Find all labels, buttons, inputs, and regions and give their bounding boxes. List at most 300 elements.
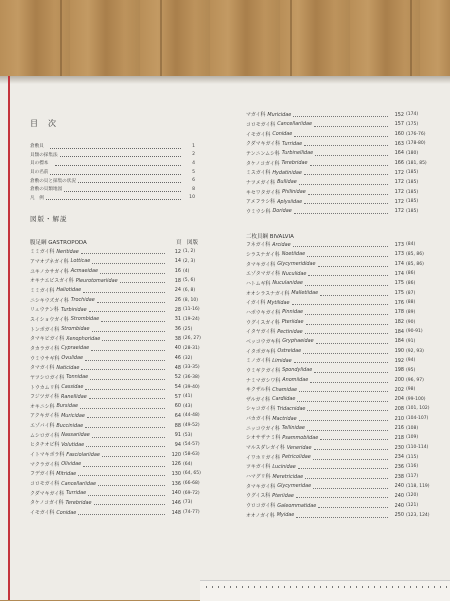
- toc-page: 10: [189, 195, 195, 201]
- family-latin-name: Turridae: [282, 140, 303, 147]
- family-latin-name: Nuculanidae: [272, 280, 303, 287]
- zukai-title: 図版・解説: [30, 215, 68, 223]
- gastropoda-list: [30, 247, 213, 517]
- family-japanese-name: シャコガイ科: [246, 406, 276, 413]
- toc-page: 5: [192, 169, 195, 175]
- family-latin-name: Haliotidae: [56, 287, 82, 294]
- leader-dots: [91, 346, 165, 351]
- family-latin-name: Conidae: [56, 509, 77, 516]
- family-entry: [246, 269, 436, 279]
- leader-dots: [78, 510, 165, 515]
- family-figure-numbers: (176-76): [406, 131, 426, 137]
- family-japanese-name: アメフラシ科: [246, 199, 276, 206]
- leader-dots: [304, 141, 388, 146]
- family-page: 24: [174, 287, 181, 294]
- family-entry: [246, 501, 436, 511]
- family-entry: [246, 443, 436, 453]
- family-japanese-name: テンニンムシ科: [246, 150, 280, 157]
- family-page: 208: [394, 405, 404, 412]
- family-entry: [246, 510, 436, 520]
- leader-dots: [97, 298, 165, 303]
- family-latin-name: Nuculidae: [282, 270, 307, 277]
- family-figure-numbers: (85, 86): [406, 251, 424, 257]
- leader-dots: [313, 484, 388, 489]
- family-latin-name: Bullidae: [277, 179, 297, 186]
- family-entry: [246, 187, 436, 197]
- family-japanese-name: アクキガイ科: [30, 413, 60, 420]
- family-latin-name: Cancellariidae: [277, 121, 312, 128]
- leader-dots: [78, 471, 165, 476]
- family-latin-name: Malletiidae: [291, 290, 319, 297]
- family-page: 173: [394, 251, 404, 258]
- family-entry: [246, 197, 436, 207]
- family-figure-numbers: (26, 27): [183, 336, 201, 342]
- family-entry: [30, 392, 213, 402]
- family-latin-name: Acmaeidae: [70, 268, 99, 275]
- family-figure-numbers: (43): [183, 403, 193, 409]
- family-page: 164: [394, 150, 404, 157]
- family-japanese-name: オオノガイ科: [246, 512, 275, 519]
- family-japanese-name: ウグイスガイ科: [246, 319, 280, 326]
- toc-entry: [30, 142, 195, 151]
- family-latin-name: Bursidae: [56, 403, 78, 410]
- family-figure-numbers: (32): [183, 355, 193, 361]
- family-latin-name: Doridae: [272, 208, 292, 215]
- family-japanese-name: ハボウキガイ科: [246, 309, 281, 316]
- family-japanese-name: トウカムリ科: [30, 384, 60, 391]
- family-page: 240: [394, 483, 404, 490]
- paper-under-book: [200, 580, 450, 601]
- family-japanese-name: イモガイ科: [30, 510, 55, 517]
- leader-dots: [294, 358, 388, 363]
- family-figure-numbers: (86): [406, 271, 416, 277]
- family-page: 218: [394, 434, 404, 441]
- family-japanese-name: イタボガキ科: [246, 348, 276, 355]
- family-page: 184: [394, 328, 404, 335]
- family-page: 40: [174, 345, 181, 352]
- leader-dots: [294, 132, 388, 137]
- family-page: 173: [394, 241, 404, 248]
- leader-dots: [292, 300, 389, 305]
- family-figure-numbers: (58-63): [183, 452, 200, 458]
- leader-dots: [94, 500, 166, 505]
- class-label-gastropoda: 腹足綱 GASTROPODA: [30, 240, 87, 246]
- family-latin-name: Turbinidae: [60, 306, 87, 313]
- leader-dots: [318, 503, 388, 508]
- family-figure-numbers: (84): [406, 242, 416, 248]
- leader-dots: [303, 349, 388, 354]
- family-latin-name: Xenophoridae: [66, 335, 101, 342]
- family-figure-numbers: (174): [406, 112, 419, 118]
- family-japanese-name: ウミウサギ科: [30, 355, 60, 362]
- family-page: 182: [394, 319, 404, 326]
- toc-label: 倉敷の貝と採集の状況: [30, 178, 76, 184]
- family-page: 175: [394, 280, 404, 287]
- family-japanese-name: ハトムギ科: [246, 280, 271, 287]
- family-latin-name: Limidae: [272, 357, 292, 364]
- family-entry: [246, 395, 436, 405]
- family-entry: [246, 452, 436, 462]
- toc-page: 2: [192, 152, 195, 158]
- leader-dots: [305, 310, 388, 315]
- leader-dots: [307, 426, 388, 431]
- family-japanese-name: ウミウシ科: [246, 208, 271, 215]
- family-figure-numbers: (5, 6): [183, 278, 196, 284]
- toc-page: 4: [192, 160, 195, 166]
- family-japanese-name: エゾタマガイ科: [246, 271, 281, 278]
- toc-page: 1: [192, 143, 195, 149]
- leader-dots: [310, 161, 389, 166]
- family-figure-numbers: (180): [406, 150, 419, 156]
- family-figure-numbers: (91): [406, 338, 416, 344]
- leader-dots: [81, 249, 165, 254]
- family-latin-name: Galeommatidae: [277, 502, 317, 509]
- family-figure-numbers: (121): [406, 503, 419, 509]
- family-latin-name: Chamidae: [272, 386, 297, 393]
- family-figure-numbers: (39-40): [183, 384, 200, 390]
- family-entry: [246, 139, 436, 149]
- family-latin-name: Volutidae: [61, 441, 85, 448]
- leader-dots: [92, 433, 165, 438]
- family-latin-name: Aplysiidae: [277, 198, 303, 205]
- family-page: 176: [394, 299, 404, 306]
- family-entry: [30, 488, 213, 498]
- family-entry: [246, 279, 436, 289]
- family-figure-numbers: (120): [406, 493, 419, 499]
- family-latin-name: Pectinidae: [277, 328, 303, 335]
- family-figure-numbers: (19-24): [183, 316, 200, 322]
- family-page: 172: [394, 189, 404, 196]
- class-label-bivalvia: 二枚貝綱 BIVALVIA: [246, 234, 294, 240]
- family-entry: [30, 508, 213, 518]
- family-figure-numbers: (116): [406, 464, 419, 470]
- family-japanese-name: ハマグリ科: [246, 474, 271, 481]
- leader-dots: [100, 269, 165, 274]
- toc-page: 6: [192, 178, 195, 184]
- leader-dots: [305, 474, 388, 479]
- family-page: 52: [174, 374, 181, 381]
- family-japanese-name: フジツガイ科: [30, 394, 60, 401]
- family-figure-numbers: (88): [406, 300, 416, 306]
- leader-dots: [120, 278, 165, 283]
- family-japanese-name: オキナエビスガイ科: [30, 278, 74, 285]
- left-column-header: [30, 238, 205, 246]
- family-latin-name: Terebridae: [65, 499, 92, 506]
- family-japanese-name: シラスナガイ科: [246, 251, 280, 258]
- family-entry: [246, 110, 436, 120]
- family-latin-name: Cassidae: [61, 384, 84, 391]
- family-entry: [246, 158, 436, 168]
- family-page: 216: [394, 425, 404, 432]
- family-latin-name: Fasciolariidae: [66, 451, 100, 458]
- family-figure-numbers: (118, 119): [406, 483, 430, 489]
- family-japanese-name: キクザル科: [246, 387, 271, 394]
- family-japanese-name: バカガイ科: [246, 416, 271, 423]
- family-page: 234: [394, 454, 404, 461]
- family-entry: [30, 382, 213, 392]
- family-figure-numbers: (185): [406, 199, 419, 205]
- family-latin-name: Ovulidae: [61, 355, 84, 362]
- family-page: 200: [394, 377, 404, 384]
- family-page: 204: [394, 396, 404, 403]
- family-japanese-name: ウロコガイ科: [246, 503, 276, 510]
- family-page: 174: [394, 261, 404, 268]
- family-latin-name: Cancellariidae: [61, 480, 96, 487]
- family-japanese-name: ミスガイ科: [246, 170, 271, 177]
- family-japanese-name: ベッコウガキ科: [246, 338, 281, 345]
- family-japanese-name: コロモガイ科: [246, 121, 276, 128]
- family-entry: [30, 469, 213, 479]
- family-japanese-name: ナミマガシワ科: [246, 377, 281, 384]
- family-japanese-name: ウグイス科: [246, 493, 271, 500]
- family-page: 238: [394, 473, 404, 480]
- family-latin-name: Gryphaeidae: [282, 338, 314, 345]
- family-japanese-name: コロモガイ科: [30, 481, 60, 488]
- family-page: 126: [171, 461, 181, 468]
- family-japanese-name: ヤツシロガイ科: [30, 374, 65, 381]
- family-figure-numbers: (110-114): [406, 445, 429, 451]
- family-entry: [246, 385, 436, 395]
- family-figure-numbers: (96, 97): [406, 377, 424, 383]
- family-page: 18: [174, 277, 181, 284]
- family-entry: [246, 366, 436, 376]
- leader-dots: [293, 242, 388, 247]
- leader-dots: [88, 491, 165, 496]
- family-figure-numbers: (1, 2): [183, 249, 196, 255]
- family-japanese-name: マガイ科: [246, 112, 266, 119]
- family-latin-name: Terebridae: [281, 160, 308, 167]
- family-entry: [246, 168, 436, 178]
- family-page: 36: [174, 326, 181, 333]
- leader-dots: [46, 195, 181, 200]
- family-page: 175: [394, 290, 404, 297]
- family-page: 163: [394, 140, 404, 147]
- family-japanese-name: イモガイ科: [246, 131, 271, 138]
- family-entry: [30, 373, 213, 383]
- family-entry: [246, 327, 436, 337]
- family-latin-name: Strombidae: [61, 326, 90, 333]
- family-figure-numbers: (101, 102): [406, 406, 430, 412]
- family-latin-name: Philinidae: [282, 189, 306, 196]
- family-japanese-name: ニシキウズガイ科: [30, 297, 69, 304]
- figure-column-header: 図版: [187, 240, 199, 246]
- family-entry: [246, 308, 436, 318]
- toc-label: 倉敷貝: [30, 144, 49, 150]
- family-entry: [30, 276, 213, 286]
- family-figure-numbers: (90-91): [406, 329, 423, 335]
- family-japanese-name: タマガイ科: [30, 365, 55, 372]
- family-page: 31: [174, 316, 181, 323]
- family-figure-numbers: (175): [406, 121, 419, 127]
- toc-entry: [30, 159, 195, 168]
- family-page: 140: [171, 490, 181, 497]
- family-latin-name: Tridacnidae: [277, 405, 306, 412]
- family-figure-numbers: (178-80): [406, 141, 426, 147]
- family-latin-name: Nassariidae: [61, 432, 90, 439]
- family-figure-numbers: (185): [406, 189, 419, 195]
- family-latin-name: Cardiidae: [272, 396, 296, 403]
- page-edge-line: [8, 76, 10, 600]
- family-latin-name: Muricidae: [267, 111, 292, 118]
- family-latin-name: Psammobiidae: [282, 434, 319, 441]
- family-latin-name: Turridae: [66, 490, 87, 497]
- family-page: 54: [174, 384, 181, 391]
- leader-dots: [296, 513, 388, 518]
- leader-dots: [320, 291, 388, 296]
- family-figure-numbers: (69-72): [183, 490, 200, 496]
- family-entry: [30, 402, 213, 412]
- table-of-contents: [30, 142, 195, 202]
- family-japanese-name: オオシラスナガイ科: [246, 290, 290, 297]
- family-page: 26: [174, 297, 181, 304]
- family-figure-numbers: (86): [406, 280, 416, 286]
- family-latin-name: Ostreidae: [277, 348, 302, 355]
- family-japanese-name: キセワタガイ科: [246, 189, 281, 196]
- family-latin-name: Meretricidae: [272, 473, 304, 480]
- family-latin-name: Spondylidae: [282, 367, 313, 374]
- family-japanese-name: マクラガイ科: [30, 461, 60, 468]
- family-figure-numbers: (89): [406, 309, 416, 315]
- leader-dots: [60, 152, 181, 157]
- family-entry: [30, 305, 213, 315]
- family-entry: [246, 491, 436, 501]
- family-japanese-name: ムシロガイ科: [30, 432, 60, 439]
- family-japanese-name: スイショウガイ科: [30, 316, 69, 323]
- family-entry: [30, 266, 213, 276]
- family-page: 250: [394, 512, 404, 519]
- family-figure-numbers: (99-100): [406, 396, 426, 402]
- family-entry: [30, 479, 213, 489]
- toc-label: 貝類の採集法: [30, 152, 58, 158]
- family-page: 202: [394, 386, 404, 393]
- family-page: 172: [394, 208, 404, 215]
- family-figure-numbers: (8, 10): [183, 297, 198, 303]
- family-japanese-name: リュウテン科: [30, 307, 59, 314]
- family-japanese-name: マルスダレガイ科: [246, 445, 285, 452]
- leader-dots: [306, 320, 388, 325]
- family-page: 14: [174, 258, 181, 265]
- family-entry: [30, 421, 213, 431]
- family-japanese-name: イワホリガイ科: [246, 454, 281, 461]
- family-latin-name: Cypraeidae: [61, 345, 90, 352]
- page-column-header: 頁: [176, 240, 182, 246]
- family-entry: [246, 433, 436, 443]
- family-figure-numbers: (185): [406, 208, 419, 214]
- leader-dots: [50, 170, 181, 175]
- family-page: 192: [394, 357, 404, 364]
- family-page: 12: [174, 248, 181, 255]
- family-page: 190: [394, 348, 404, 355]
- leader-dots: [310, 378, 388, 383]
- family-japanese-name: ウミギクガイ科: [246, 367, 281, 374]
- family-entry: [246, 472, 436, 482]
- family-page: 166: [394, 160, 404, 167]
- family-page: 174: [394, 270, 404, 277]
- family-japanese-name: タマキガイ科: [246, 261, 276, 268]
- wood-seam: [290, 0, 292, 78]
- family-page: 91: [174, 432, 181, 439]
- toc-entry: [30, 176, 195, 185]
- family-entry: [246, 129, 436, 139]
- leader-dots: [313, 455, 388, 460]
- leader-dots: [305, 281, 388, 286]
- family-latin-name: Noetiidae: [281, 251, 306, 258]
- family-page: 60: [174, 403, 181, 410]
- leader-dots: [316, 339, 388, 344]
- family-figure-numbers: (36-38): [183, 374, 200, 380]
- family-japanese-name: アマオブネガイ科: [30, 258, 69, 265]
- leader-dots: [85, 423, 165, 428]
- family-page: 230: [394, 444, 404, 451]
- family-latin-name: Petricolidae: [282, 454, 311, 461]
- family-figure-numbers: (87): [406, 290, 416, 296]
- family-page: 88: [174, 422, 181, 429]
- family-page: 240: [394, 492, 404, 499]
- family-figure-numbers: (54-57): [183, 442, 200, 448]
- family-page: 46: [174, 355, 181, 362]
- family-latin-name: Conidae: [272, 131, 293, 138]
- family-page: 148: [171, 509, 181, 516]
- family-latin-name: Mitridae: [56, 470, 77, 477]
- family-page: 120: [171, 451, 181, 458]
- toc-entry: [30, 185, 195, 194]
- family-figure-numbers: (94): [406, 358, 416, 364]
- family-latin-name: Pteriidae: [272, 492, 294, 499]
- leader-dots: [308, 271, 388, 276]
- family-entry: [246, 178, 436, 188]
- family-page: 178: [394, 309, 404, 316]
- family-figure-numbers: (73): [183, 500, 193, 506]
- family-latin-name: Olividae: [61, 461, 82, 468]
- family-entry: [246, 317, 436, 327]
- family-latin-name: Glycymeridae: [277, 483, 312, 490]
- family-page: 48: [174, 364, 181, 371]
- leader-dots: [101, 317, 165, 322]
- family-entry: [246, 414, 436, 424]
- family-entry: [30, 440, 213, 450]
- family-latin-name: Tonnidae: [66, 374, 89, 381]
- family-figure-numbers: (4): [183, 268, 190, 274]
- family-figure-numbers: (185): [406, 179, 419, 185]
- leader-dots: [299, 416, 388, 421]
- family-figure-numbers: (95): [406, 367, 416, 373]
- family-entry: [246, 481, 436, 491]
- family-japanese-name: タマキビガイ科: [30, 336, 65, 343]
- family-entry: [246, 337, 436, 347]
- family-entry: [246, 462, 436, 472]
- leader-dots: [86, 442, 165, 447]
- ruler-ticks: [206, 586, 450, 588]
- toc-entry: [30, 194, 195, 203]
- family-entry: [30, 353, 213, 363]
- family-latin-name: Trochidae: [70, 297, 95, 304]
- family-entry: [30, 257, 213, 267]
- family-page: 172: [394, 179, 404, 186]
- leader-dots: [89, 394, 165, 399]
- family-figure-numbers: (109): [406, 435, 419, 441]
- family-japanese-name: タカラガイ科: [30, 345, 60, 352]
- family-page: 240: [394, 502, 404, 509]
- family-latin-name: Lotticae: [70, 258, 91, 265]
- leader-dots: [83, 462, 165, 467]
- family-japanese-name: ミミガイ科: [30, 287, 55, 294]
- family-page: 146: [171, 499, 181, 506]
- leader-dots: [307, 406, 388, 411]
- family-figure-numbers: (53): [183, 432, 193, 438]
- leader-dots: [320, 435, 388, 440]
- family-japanese-name: エゾバイ科: [30, 423, 55, 430]
- family-japanese-name: ニッコウガイ科: [246, 425, 280, 432]
